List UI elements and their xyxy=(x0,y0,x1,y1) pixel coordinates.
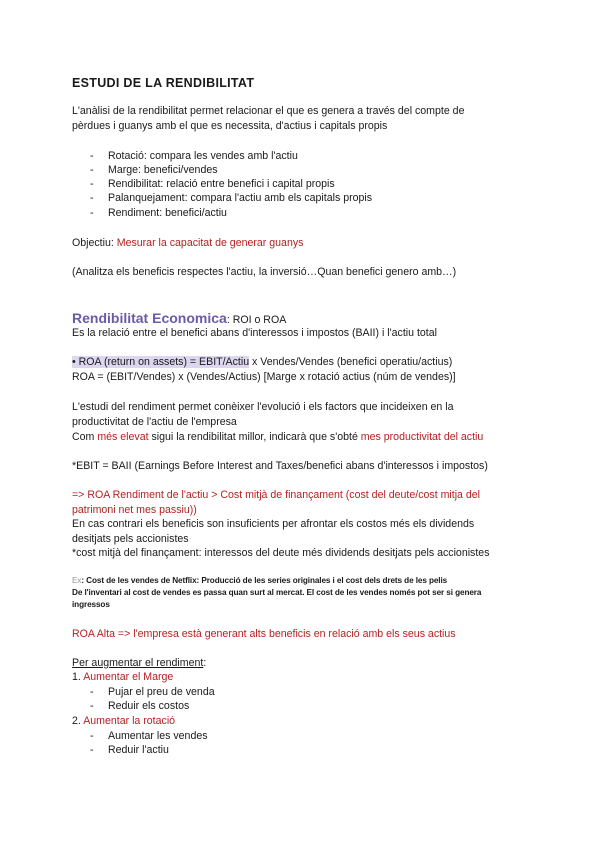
list-item-marker: - xyxy=(90,700,94,712)
increase-heading-colon: : xyxy=(203,657,207,669)
roa-high: ROA Alta => l'empresa està generant alts beneficis en relació amb els seus actius xyxy=(72,628,456,640)
study-emphasis: mes productivitat del actiu xyxy=(360,431,484,443)
list-item-marker: - xyxy=(90,207,94,219)
list-item-marker: - xyxy=(90,730,94,742)
increase-heading xyxy=(72,656,206,670)
list-item-marker: - xyxy=(90,150,94,162)
list-item: Palanquejament: compara l'actiu amb els capitals propis xyxy=(108,192,373,204)
list-item: Marge: benefici/vendes xyxy=(108,164,218,176)
study-emphasis: més elevat xyxy=(97,431,149,443)
increase-item-number: 1. xyxy=(72,671,84,683)
section-heading-suffix: : ROI o ROA xyxy=(226,314,287,326)
list-item: Rendiment: benefici/actiu xyxy=(108,207,227,219)
list-item-marker: - xyxy=(90,686,94,698)
study-line-1: L'estudi del rendiment permet conèixer l'evolució i els factors que incideixen en la xyxy=(72,401,454,413)
increase-item-2 xyxy=(72,714,175,728)
roa-formula-highlight: • ROA (return on assets) = EBIT/Actiu xyxy=(72,356,250,368)
list-item-marker: - xyxy=(90,164,94,176)
increase-item-label: Aumentar el Marge xyxy=(83,671,174,683)
intro-line-2: pèrdues i guanys amb el que es necessita, d'actius i capitals propis xyxy=(72,120,388,132)
example-label: Ex xyxy=(72,576,82,585)
list-item-marker: - xyxy=(90,178,94,190)
roa-formula-1 xyxy=(72,355,452,369)
list-item: Reduir els costos xyxy=(108,700,190,712)
example-line-1 xyxy=(72,575,447,587)
study-text: sigui la rendibilitat millor, indicarà que s'obté xyxy=(148,431,361,443)
example-text: : Cost de les vendes de Netflix: Producció de les series originales i el cost dels drets de les pelis xyxy=(81,576,448,585)
analysis-note: (Analitza els beneficis respectes l'actiu, la inversió…Quan benefici genero amb…) xyxy=(72,266,457,278)
intro-line-1: L'anàlisi de la rendibilitat permet relacionar el que es genera a través del compte de xyxy=(72,105,465,117)
example-line-3: ingressos xyxy=(72,600,110,609)
objective xyxy=(72,236,303,250)
increase-item-number: 2. xyxy=(72,715,84,727)
list-item: Rendibilitat: relació entre benefici i capital propis xyxy=(108,178,335,190)
list-item: Pujar el preu de venda xyxy=(108,686,215,698)
roa-formula-2: ROA = (EBIT/Vendes) x (Vendes/Actius) [Marge x rotació actius (núm de vendes)] xyxy=(72,371,456,383)
increase-heading-text: Per augmentar el rendiment xyxy=(72,657,204,669)
study-text: Com xyxy=(72,431,98,443)
example-line-2: De l'inventari al cost de vendes es passa quan surt al mercat. El cost de les vendes només pot ser si genera xyxy=(72,588,482,597)
increase-item-1 xyxy=(72,670,173,684)
section-description: Es la relació entre el benefici abans d'interessos i impostos (BAII) i l'actiu total xyxy=(72,327,437,339)
contrary-line-3: *cost mitjà del finançament: interessos del deute més dividends desitjats pels accionistes xyxy=(72,547,490,559)
increase-item-label: Aumentar la rotació xyxy=(83,715,176,727)
contrary-line-2: desitjats pels accionistes xyxy=(72,533,189,545)
objective-text: Mesurar la capacitat de generar guanys xyxy=(116,237,304,249)
contrary-line-1: En cas contrari els beneficis son insuficients per afrontar els costos més els dividends xyxy=(72,518,475,530)
list-item-marker: - xyxy=(90,192,94,204)
list-item: Aumentar les vendes xyxy=(108,730,208,742)
list-item: Reduir l'actiu xyxy=(108,744,169,756)
list-item-marker: - xyxy=(90,744,94,756)
list-item: Rotació: compara les vendes amb l'actiu xyxy=(108,150,298,162)
roa-rule-line-1: => ROA Rendiment de l'actiu > Cost mitjà de finançament (cost del deute/cost mitja del xyxy=(72,489,481,501)
roa-rule-line-2: patrimoni net mes passiu)) xyxy=(72,504,197,516)
ebit-note: *EBIT = BAII (Earnings Before Interest and Taxes/benefici abans d'interessos i impostos) xyxy=(72,460,488,472)
objective-label: Objectiu: xyxy=(72,237,117,249)
roa-formula-rest: x Vendes/Vendes (benefici operatiu/actius) xyxy=(249,356,453,368)
study-line-3 xyxy=(72,430,483,444)
section-heading-title: Rendibilitat Economica xyxy=(72,310,227,326)
study-line-2: productivitat de l'actiu de l'empresa xyxy=(72,416,237,428)
page-title: ESTUDI DE LA RENDIBILITAT xyxy=(72,76,255,90)
